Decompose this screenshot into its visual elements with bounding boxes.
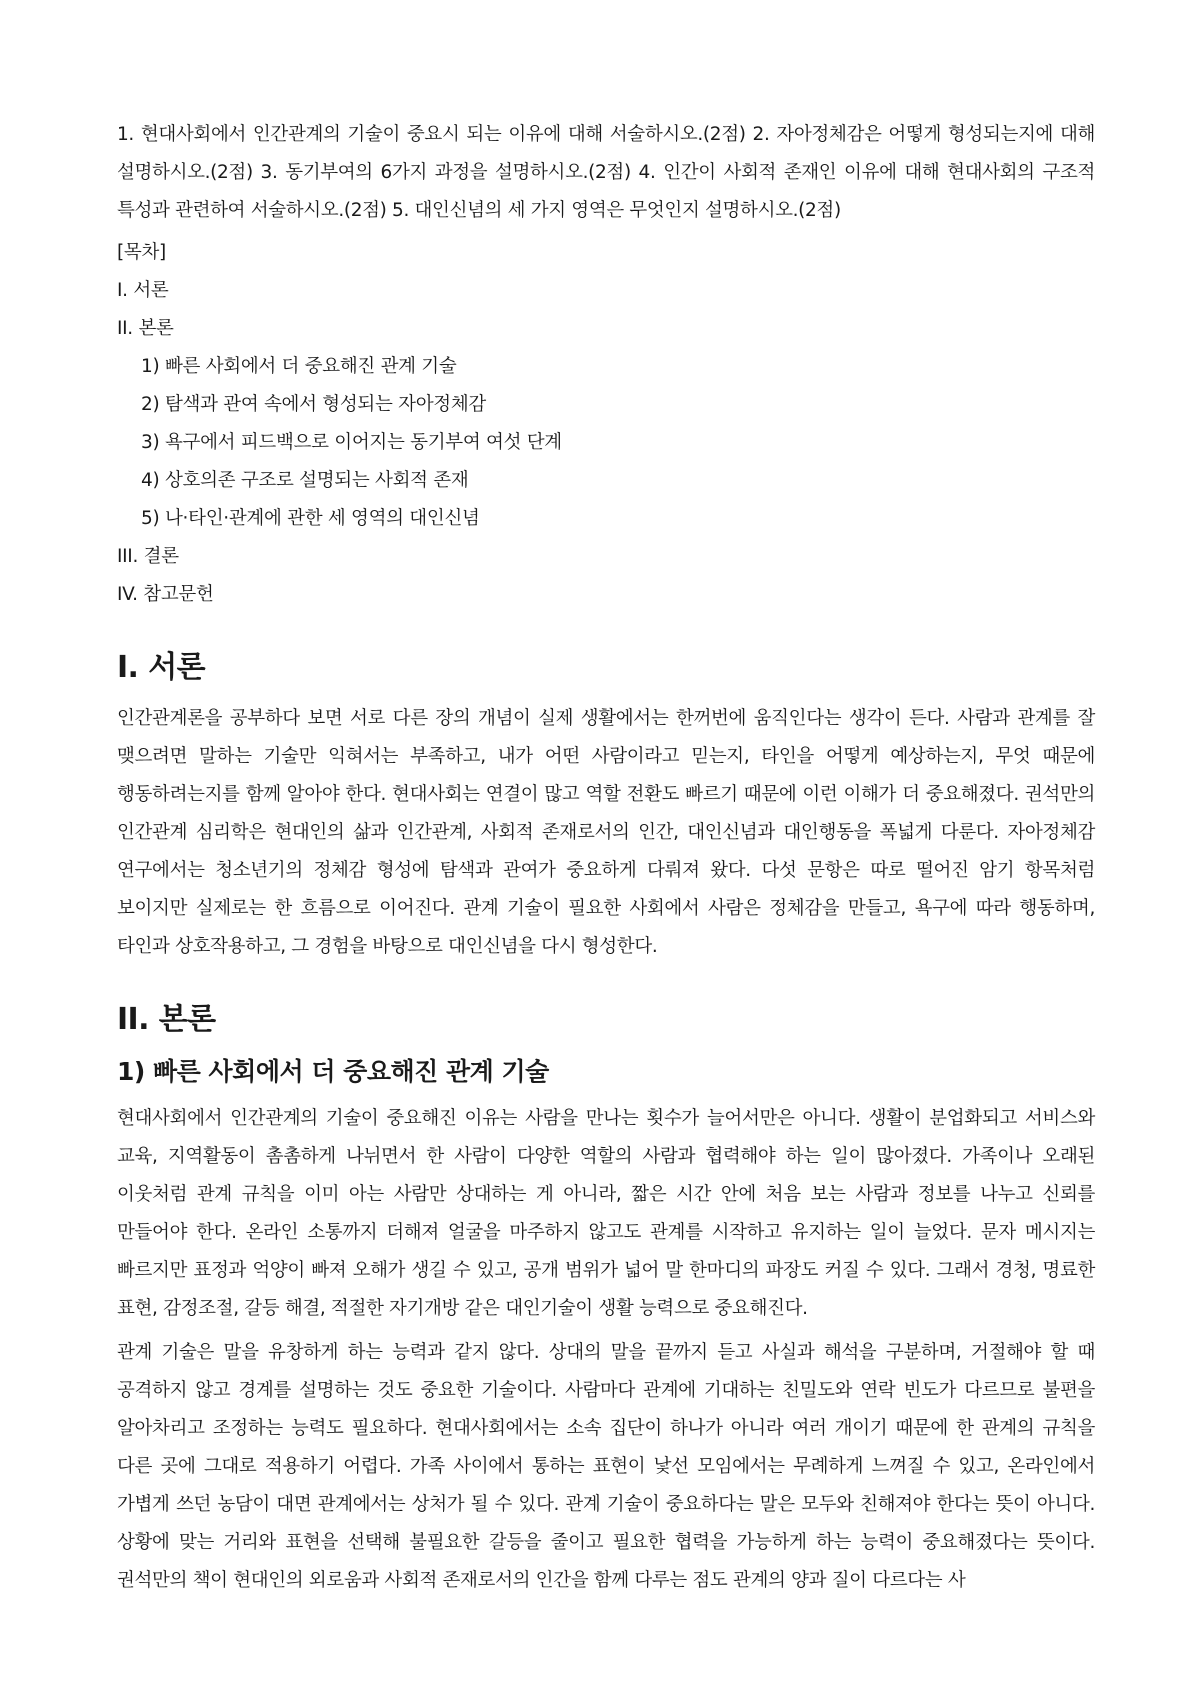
body-paragraph: 현대사회에서 인간관계의 기술이 중요해진 이유는 사람을 만나는 횟수가 늘어서만은 아니다. 생활이 분업화되고 서비스와 교육, 지역활동이 촘촘하게 나뉘면서 한 사람이 다양한 역할의 사람과 협력해야 하는 일이 많아졌다. 가족이나 오래된 이웃처럼 관계 규칙을 이미 아는 사람만 상대하는 게 아니라, 짧은 시간 안에 처음 보는 사람과 정보를 나누고 신뢰를 만들어야 한다. 온라인 소통까지 더해져 얼굴을 마주하지 않고도 관계를 시작하고 유지하는 일이 늘었다. 문자 메시지는 빠르지만 표정과 억양이 빠져 오해가 생길 수 있고, 공개 범위가 넓어 말 한마디의 파장도 커질 수 있다. 그래서 경청, 명료한 표현, 감정조절, 갈등 해결, 적절한 자기개방 같은 대인기술이 생활 능력으로 중요해진다.: [117, 1108, 1095, 1319]
spacer: [117, 614, 1095, 632]
spacer: [117, 966, 1095, 984]
toc-subitem: 5) 나·타인·관계에 관한 세 영역의 대인신념: [141, 508, 480, 529]
toc-item: III. 결론: [117, 546, 179, 567]
intro-heading: I. 서론: [117, 650, 205, 685]
toc-label: [목차]: [117, 242, 166, 263]
section-heading: 1) 빠른 사회에서 더 중요해진 관계 기술: [117, 1057, 549, 1086]
assignment-questions: 1. 현대사회에서 인간관계의 기술이 중요시 되는 이유에 대해 서술하시오.(2점) 2. 자아정체감은 어떻게 형성되는지에 대해 설명하시오.(2점) 3. 동기부여의 6가지 과정을 설명하시오.(2점) 4. 인간이 사회적 존재인 이유에 대해 현대사회의 구조적 특성과 관련하여 서술하시오.(2점) 5. 대인신념의 세 가지 영역은 무엇인지 설명하시오.(2점): [117, 124, 1095, 221]
toc-subitem: 4) 상호의존 구조로 설명되는 사회적 존재: [141, 470, 469, 491]
body-paragraph: 관계 기술은 말을 유창하게 하는 능력과 같지 않다. 상대의 말을 끝까지 듣고 사실과 해석을 구분하며, 거절해야 할 때 공격하지 않고 경계를 설명하는 것도 중요한 기술이다. 사람마다 관계에 기대하는 친밀도와 연락 빈도가 다르므로 불편을 알아차리고 조정하는 능력도 필요하다. 현대사회에서는 소속 집단이 하나가 아니라 여러 개이기 때문에 한 관계의 규칙을 다른 곳에 그대로 적용하기 어렵다. 가족 사이에서 통하는 표현이 낯선 모임에서는 무례하게 느껴질 수 있고, 온라인에서 가볍게 쓰던 농담이 대면 관계에서는 상처가 될 수 있다. 관계 기술이 중요하다는 말은 모두와 친해져야 한다는 뜻이 아니다. 상황에 맞는 거리와 표현을 선택해 불필요한 갈등을 줄이고 필요한 협력을 가능하게 하는 능력이 중요해졌다는 뜻이다. 권석만의 책이 현대인의 외로움과 사회적 존재로서의 인간을 함께 다루는 점도 관계의 양과 질이 다르다는 사: [117, 1342, 1095, 1591]
toc-item: IV. 참고문헌: [117, 584, 214, 605]
toc-subitem: 3) 욕구에서 피드백으로 이어지는 동기부여 여섯 단계: [141, 432, 562, 453]
table-of-contents: [117, 234, 1095, 614]
toc-item: II. 본론: [117, 318, 174, 339]
toc-item: I. 서론: [117, 280, 169, 301]
toc-subitem: 1) 빠른 사회에서 더 중요해진 관계 기술: [141, 356, 457, 377]
body-heading: II. 본론: [117, 1002, 216, 1037]
toc-subitem: 2) 탐색과 관여 속에서 형성되는 자아정체감: [141, 394, 486, 415]
intro-paragraph: 인간관계론을 공부하다 보면 서로 다른 장의 개념이 실제 생활에서는 한꺼번에 움직인다는 생각이 든다. 사람과 관계를 잘 맺으려면 말하는 기술만 익혀서는 부족하고, 내가 어떤 사람이라고 믿는지, 타인을 어떻게 예상하는지, 무엇 때문에 행동하려는지를 함께 알아야 한다. 현대사회는 연결이 많고 역할 전환도 빠르기 때문에 이런 이해가 더 중요해졌다. 권석만의 인간관계 심리학은 현대인의 삶과 인간관계, 사회적 존재로서의 인간, 대인신념과 대인행동을 폭넓게 다룬다. 자아정체감 연구에서는 청소년기의 정체감 형성에 탐색과 관여가 중요하게 다뤄져 왔다. 다섯 문항은 따로 떨어진 암기 항목처럼 보이지만 실제로는 한 흐름으로 이어진다. 관계 기술이 필요한 사회에서 사람은 정체감을 만들고, 욕구에 따라 행동하며, 타인과 상호작용하고, 그 경험을 바탕으로 대인신념을 다시 형성한다.: [117, 708, 1095, 957]
